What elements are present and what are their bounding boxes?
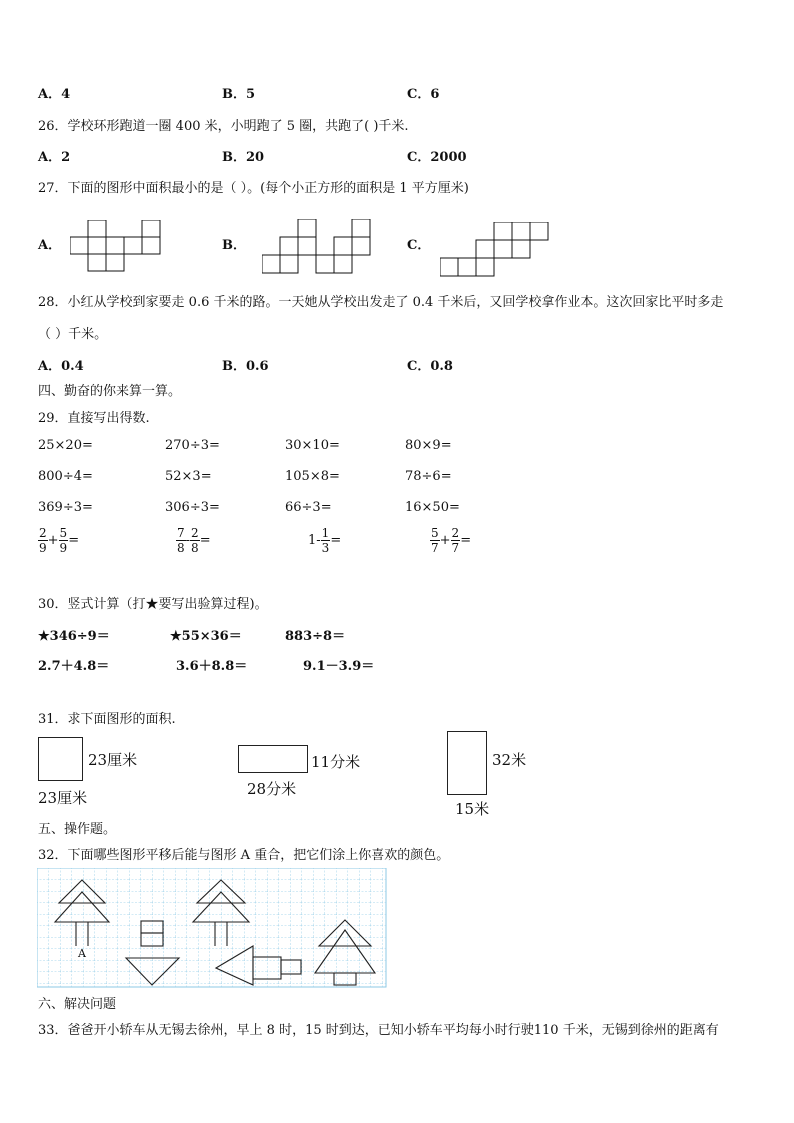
denominator: 7 [431, 541, 439, 555]
equals: = [330, 533, 342, 548]
side-label: 11分米 [311, 753, 361, 771]
square-figure-c [440, 222, 552, 278]
question-31: 31．求下面图形的面积. [38, 712, 176, 727]
option-a: A．2 [38, 150, 71, 165]
fraction-calc [430, 526, 471, 555]
operand: 1- [308, 533, 321, 548]
figure-a-label: A [78, 947, 86, 960]
rectangle-shape [238, 745, 308, 773]
option-a: A．0.4 [38, 359, 84, 374]
equals: = [68, 533, 80, 548]
calc-item: 25×20= [38, 438, 93, 453]
denominator: 9 [59, 541, 68, 555]
calc-item: 16×50= [405, 500, 460, 515]
question-33: 33．爸爸开小轿车从无锡去徐州，早上 8 时，15 时到达，已知小轿车平均每小时行驶110 千米，无锡到徐州的距离有 [38, 1023, 719, 1038]
section-heading-6: 六、解决问题 [38, 997, 117, 1012]
numerator: 5 [431, 526, 439, 540]
fraction-calc [308, 526, 341, 555]
calc-item: 78÷6= [405, 469, 452, 484]
numerator: 5 [59, 526, 68, 540]
calc-item: 369÷3= [38, 500, 93, 515]
square-shape [38, 737, 83, 781]
option-c: C．6 [407, 87, 440, 102]
calc-item: 30×10= [285, 438, 340, 453]
translation-grid [37, 868, 387, 988]
bottom-label: 15米 [455, 800, 490, 818]
question-27: 27．下面的图形中面积最小的是（ ）。(每个小正方形的面积是 1 平方厘米) [38, 181, 469, 196]
section-heading-5: 五、操作题。 [38, 822, 117, 837]
calc-item: ★346÷9＝ [38, 629, 110, 644]
option-c: C．2000 [407, 150, 467, 165]
equals: = [460, 533, 472, 548]
square-figure-b [262, 219, 374, 275]
question-28-line1: 28．小红从学校到家要走 0.6 千米的路。一天她从学校出发走了 0.4 千米后，又回学校拿作业本。这次回家比平时多走 [38, 295, 724, 310]
square-figure-a [70, 220, 165, 274]
question-28-line2: （ ）千米。 [38, 327, 108, 342]
rectangle-shape [447, 731, 487, 795]
calc-item: 3.6＋8.8＝ [176, 659, 248, 674]
section-heading-4: 四、勤奋的你来算一算。 [38, 384, 182, 399]
calc-item: 883÷8＝ [285, 629, 346, 644]
denominator: 8 [191, 541, 199, 555]
calc-item: 105×8= [285, 469, 340, 484]
numerator: 7 [177, 526, 185, 540]
option-a: A．4 [38, 87, 71, 102]
numerator: 2 [451, 526, 460, 540]
numerator: 1 [321, 526, 330, 540]
question-30: 30．竖式计算（打★要写出验算过程)。 [38, 597, 268, 612]
calc-item: 270÷3= [165, 438, 220, 453]
question-26: 26．学校环形跑道一圈 400 米，小明跑了 5 圈，共跑了( )千米. [38, 119, 409, 134]
calc-item: ★55×36＝ [170, 629, 242, 644]
denominator: 3 [321, 541, 330, 555]
fraction-calc [176, 526, 211, 555]
option-b: B．0.6 [222, 359, 269, 374]
calc-item: 80×9= [405, 438, 452, 453]
calc-item: 2.7＋4.8＝ [38, 659, 110, 674]
operator: - [185, 533, 191, 548]
bottom-label: 28分米 [247, 780, 297, 798]
denominator: 8 [177, 541, 185, 555]
option-b: B．5 [222, 87, 256, 102]
calc-item: 306÷3= [165, 500, 220, 515]
denominator: 9 [39, 541, 47, 555]
side-label: 23厘米 [88, 751, 138, 769]
option-a: A． [38, 238, 62, 253]
calc-item: 52×3= [165, 469, 212, 484]
bottom-label: 23厘米 [38, 789, 88, 807]
numerator: 2 [191, 526, 199, 540]
calc-item: 800÷4= [38, 469, 93, 484]
side-label: 32米 [492, 751, 527, 769]
numerator: 2 [39, 526, 47, 540]
option-c: C．0.8 [407, 359, 453, 374]
question-29: 29．直接写出得数. [38, 411, 150, 426]
fraction-calc [38, 526, 79, 555]
calc-item: 9.1－3.9＝ [303, 659, 375, 674]
equals: = [199, 533, 211, 548]
operator: + [47, 533, 59, 548]
operator: + [439, 533, 451, 548]
option-b: B．20 [222, 150, 265, 165]
denominator: 7 [451, 541, 460, 555]
calc-item: 66÷3= [285, 500, 332, 515]
option-c: C． [407, 238, 431, 253]
question-32: 32．下面哪些图形平移后能与图形 A 重合，把它们涂上你喜欢的颜色。 [38, 848, 450, 863]
option-b: B． [222, 238, 246, 253]
